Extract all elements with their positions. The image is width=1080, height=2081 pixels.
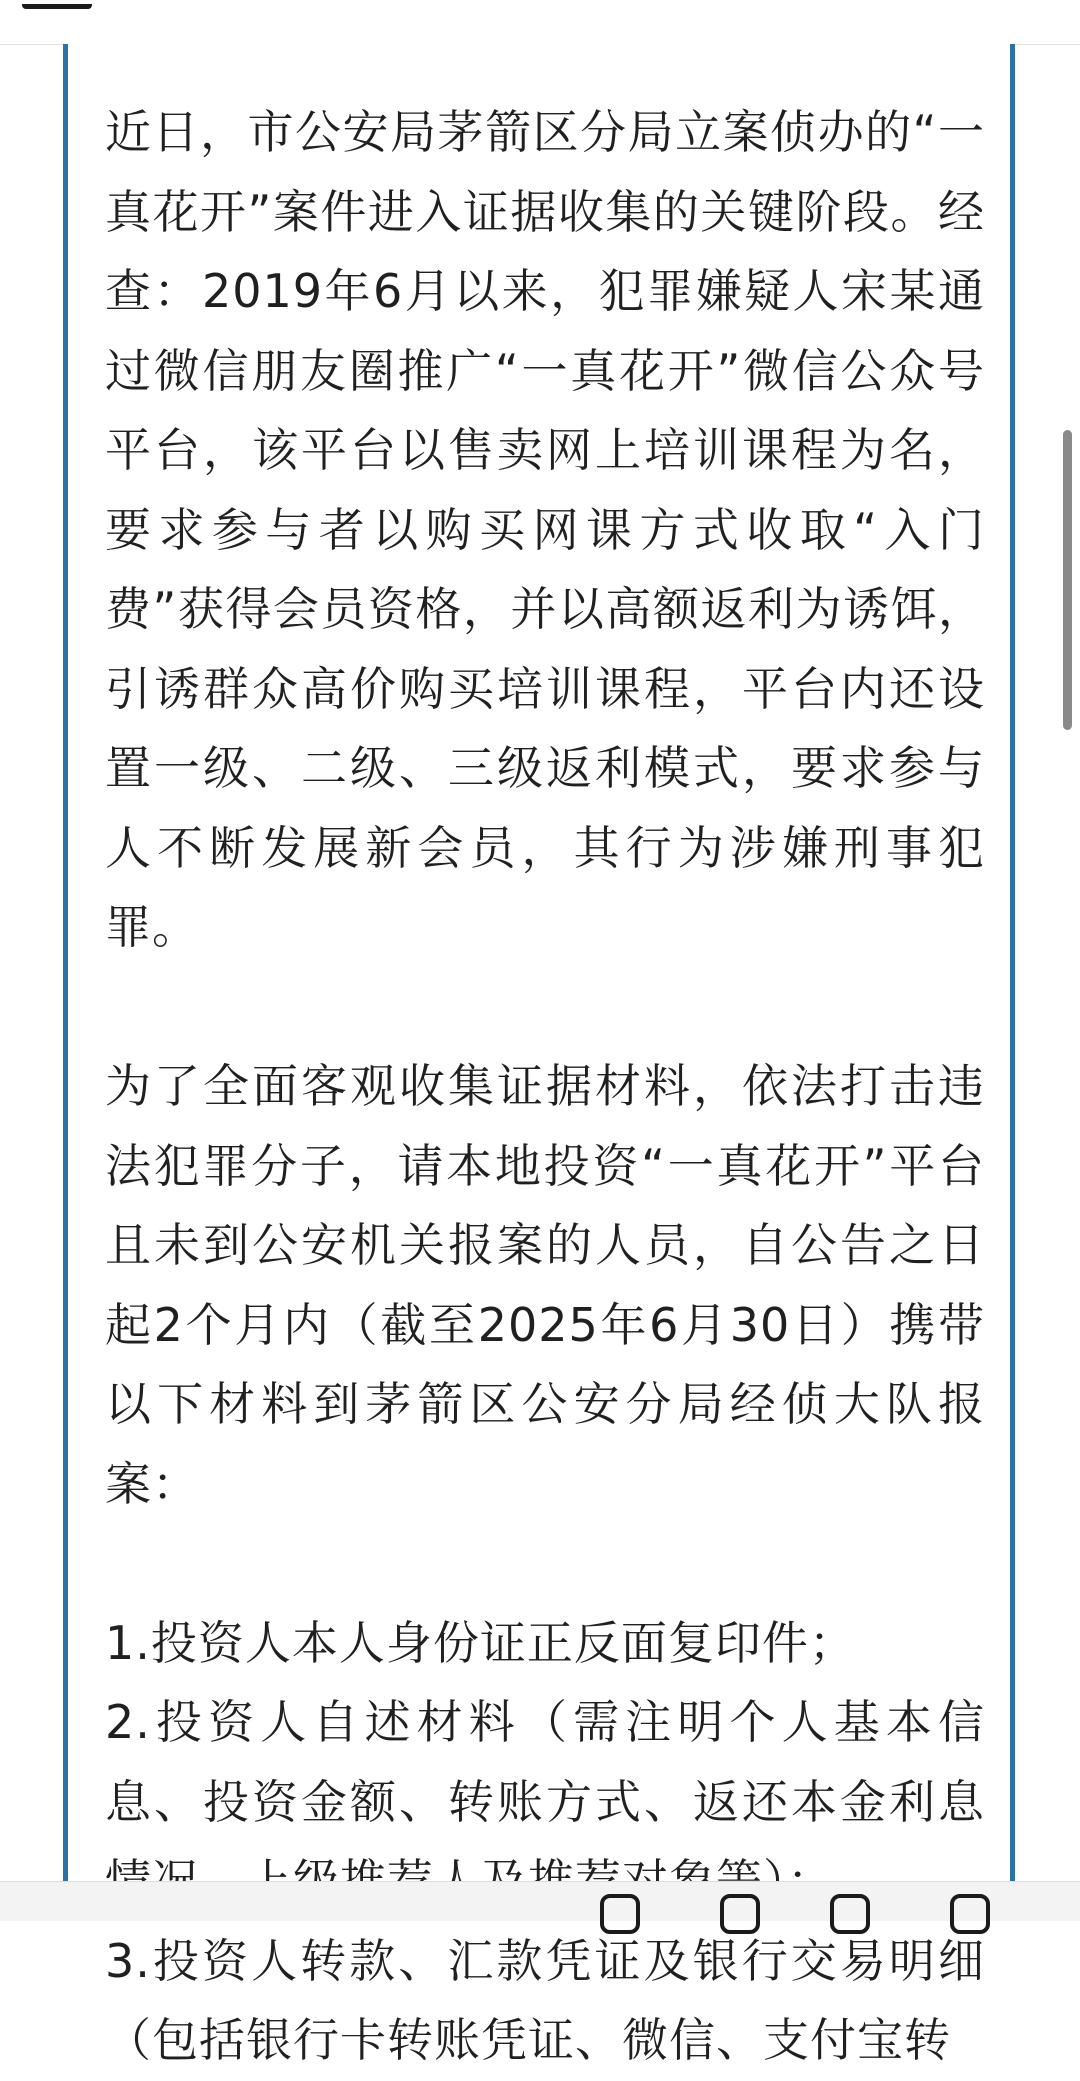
article-body <box>105 93 985 2081</box>
list-item-self-statement: 2.投资人自述材料（需注明个人基本信息、投资金额、转账方式、返还本金利息 <box>105 1695 985 1829</box>
share-icon[interactable] <box>600 1894 640 1934</box>
copy-icon[interactable] <box>950 1894 990 1934</box>
paragraph-spacer <box>105 1524 985 1604</box>
back-arrow-icon[interactable] <box>22 0 92 9</box>
paragraph-notice-request: 为了全面客观收集证据材料，依法打击违法犯罪分子，请本地投资“一真花开”平台且未到公安机关报案的人员，自公告之日起2个月内（截至2025年6月30日）携带以下材料到茅箭区公安分局经侦大队报案： <box>105 1059 985 1511</box>
list-item-id-copy: 1.投资人本人身份证正反面复印件； <box>105 1615 856 1670</box>
paragraph-spacer <box>105 968 985 1048</box>
article-frame <box>63 44 1015 2067</box>
list-item-transfer-records: 3.投资人转款、汇款凭证及银行交易明细（包括银行卡转账凭证、微信、支付宝转 <box>105 1933 985 2067</box>
vertical-scrollbar[interactable] <box>1063 430 1072 730</box>
paragraph-case-summary: 近日，市公安局茅箭区分局立案侦办的“一真花开”案件进入证据收集的关键阶段。经查：2019年6月以来，犯罪嫌疑人宋某通过微信朋友圈推广“一真花开”微信公众号平台，该平台以售卖网上培训课程为名，要求参与者以购买网课方式收取“入门费”获得会员资格，并以高额返利为诱饵，引诱群众高价购买培训课程，平台内还设置一级、二级、三级返利模式，要求参与人不断发展新会员，其行为涉嫌刑事犯罪。 <box>105 105 985 954</box>
bottom-toolbar <box>0 1881 1080 1921</box>
top-header-strip <box>0 0 1080 45</box>
comment-icon[interactable] <box>830 1894 870 1934</box>
bookmark-icon[interactable] <box>720 1894 760 1934</box>
